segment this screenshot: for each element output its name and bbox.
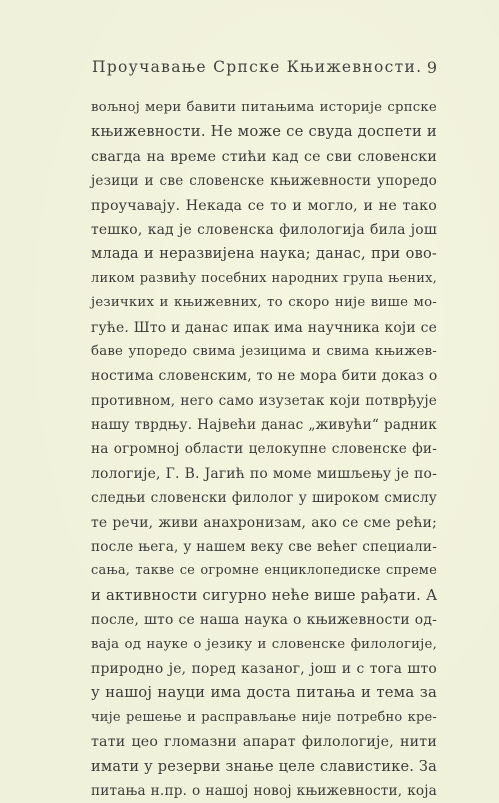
text-line: нашу тврдњу. Највећи данас „живући“ радник — [91, 417, 437, 434]
text-line: противном, него само изузетак који потврђује — [91, 392, 437, 409]
text-line: гуће. Што и данас ипак има научника који се — [91, 319, 437, 336]
text-line: после њега, у нашем веку све већег специали- — [91, 539, 437, 556]
text-line: вољној мери бавити питањима историје српске — [91, 100, 437, 115]
text-line: у нашој науци има доста питања и тема за — [91, 684, 437, 702]
text-line: имати у резерви знање целе славистике. За — [91, 758, 437, 775]
running-title: Проучавање Српске Књижевности. — [92, 58, 423, 76]
text-line: и активности сигурно неће више рађати. А — [91, 586, 438, 604]
text-line: језичких и књижевних, то скоро није више мо- — [91, 295, 437, 311]
text-line: сања, такве се огромне енциклопедиске спреме — [91, 563, 437, 579]
text-line: те речи, живи анахронизам, ако се сме рећи; — [91, 514, 437, 531]
text-line: ваја од науке о језику и словенске филологије, — [91, 636, 437, 652]
page-number: 9 — [426, 58, 437, 77]
text-line: свагда на време стићи кад се сви словенски — [91, 148, 437, 165]
text-line: следњи словенски филолог у широком смислу — [91, 490, 437, 507]
text-line: баве упоредо свима језицима и свима књижев- — [91, 343, 437, 359]
text-line: ликом развићу посебних народних група њених, — [91, 270, 437, 286]
text-line: питања н.пр. о нашој новој књижевности, која — [91, 782, 437, 799]
body-text — [91, 96, 437, 803]
running-head — [92, 58, 437, 80]
text-line: проучавају. Некада се то и могло, и не тако — [91, 197, 437, 214]
text-line: лологије, Г. В. Јагић по моме мишљењу је по- — [91, 465, 437, 482]
text-line: после, што се наша наука о књижевности од- — [91, 612, 437, 629]
text-line: природно је, поред казаног, још и с тога што — [91, 660, 437, 677]
text-line: књижевности. Не може се свуда доспети и — [91, 123, 437, 141]
text-line: на огромној области целокупне словенске фи- — [91, 441, 437, 458]
text-line: млада и неразвијена наука; данас, при ово- — [91, 246, 437, 263]
text-line: тешко, кад је словенска филологија била још — [91, 221, 437, 238]
text-line: ностима словенским, то не мора бити доказ о — [91, 368, 438, 385]
text-line: језици и све словенске књижевности упоредо — [91, 173, 437, 190]
text-line: чије решење и расправљање није потребно кре- — [91, 709, 437, 725]
text-line: тати цео гломазни апарат филологије, нити — [91, 734, 437, 751]
